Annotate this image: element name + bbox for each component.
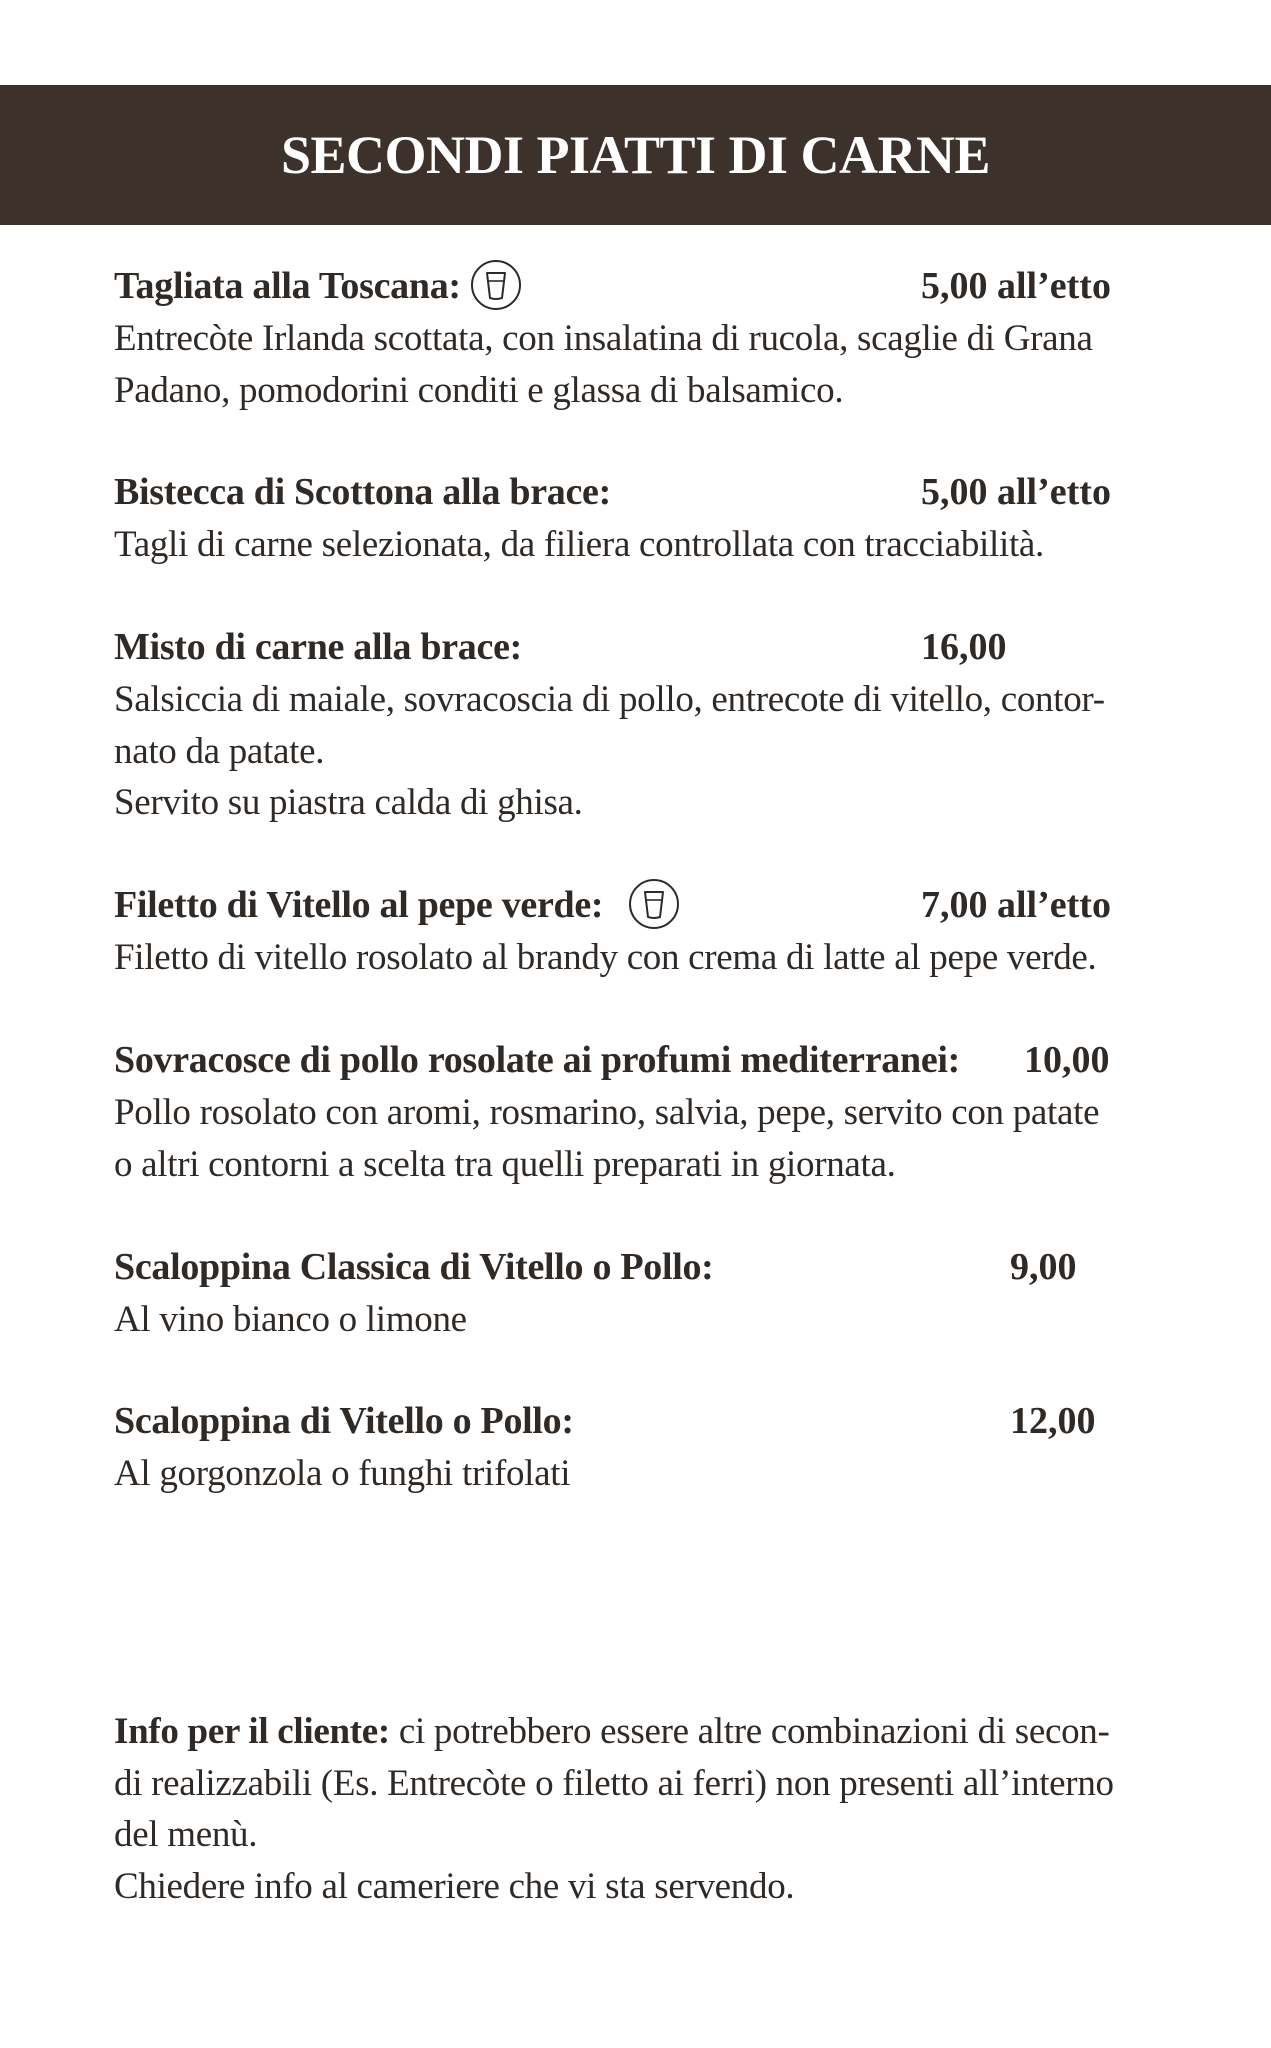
dish-description: Pollo rosolato con aromi, rosmarino, salvia, pepe, servito con patate (114, 1092, 1100, 1133)
customer-info (114, 1706, 1194, 1912)
dish-header (114, 620, 1174, 674)
dish-header (114, 259, 1174, 313)
dish-name: Scaloppina di Vitello o Pollo: (114, 1400, 574, 1442)
dish-description: Padano, pomodorini conditi e glassa di balsamico. (114, 369, 844, 411)
dish-item (114, 1033, 1174, 1190)
dish-item (114, 259, 1174, 416)
glass-icon (628, 878, 680, 930)
dish-item (114, 1240, 1174, 1346)
dish-price: 16,00 (921, 626, 1007, 668)
dish-description: o altri contorni a scelta tra quelli preparati in giornata. (114, 1143, 896, 1185)
dish-item (114, 1394, 1174, 1500)
dish-description: nato da patate. (114, 730, 325, 772)
header-band (0, 85, 1271, 225)
dish-description: Entrecòte Irlanda scottata, con insalatina di rucola, scaglie di Grana (114, 318, 1093, 359)
dish-name: Filetto di Vitello al pepe verde: (114, 884, 604, 926)
dish-name: Bistecca di Scottona alla brace: (114, 471, 611, 513)
dish-price: 5,00 all’etto (921, 471, 1111, 513)
dish-name: Misto di carne alla brace: (114, 626, 522, 668)
info-line (114, 1706, 1194, 1758)
info-line: del menù. (114, 1814, 258, 1855)
dish-item (114, 878, 1174, 984)
dish-header (114, 1394, 1174, 1448)
dish-description: Salsiccia di maiale, sovracoscia di pollo, entrecote di vitello, contor- (114, 679, 1105, 720)
info-text: ci potrebbero essere altre combinazioni di secon- (389, 1711, 1110, 1752)
dish-price: 10,00 (1024, 1039, 1110, 1081)
dish-description: Servito su piastra calda di ghisa. (114, 782, 583, 823)
dish-price: 12,00 (1010, 1400, 1096, 1442)
dish-description: Tagli di carne selezionata, da filiera controllata con tracciabilità. (114, 524, 1045, 565)
dish-header (114, 878, 1174, 932)
dish-price: 9,00 (1010, 1246, 1077, 1288)
glass-icon (470, 259, 522, 311)
dish-item (114, 620, 1174, 829)
dish-name: Scaloppina Classica di Vitello o Pollo: (114, 1246, 714, 1288)
info-label: Info per il cliente: (114, 1711, 390, 1752)
dish-description: Filetto di vitello rosolato al brandy con crema di latte al pepe verde. (114, 937, 1097, 978)
dish-price: 5,00 all’etto (921, 265, 1111, 307)
page-title: SECONDI PIATTI DI CARNE (280, 125, 991, 185)
dish-description: Al vino bianco o limone (114, 1299, 467, 1340)
info-line: Chiedere info al cameriere che vi sta servendo. (114, 1865, 795, 1907)
dish-price: 7,00 all’etto (921, 884, 1111, 926)
dish-header (114, 1033, 1174, 1087)
dish-item (114, 465, 1174, 571)
dish-header (114, 465, 1174, 519)
dish-description: Al gorgonzola o funghi trifolati (114, 1453, 571, 1494)
dish-header (114, 1240, 1174, 1294)
dish-name: Tagliata alla Toscana: (114, 265, 461, 307)
info-line: di realizzabili (Es. Entrecòte o filetto ai ferri) non presenti all’interno (114, 1762, 1114, 1804)
dish-name: Sovracosce di pollo rosolate ai profumi mediterranei: (114, 1039, 961, 1081)
